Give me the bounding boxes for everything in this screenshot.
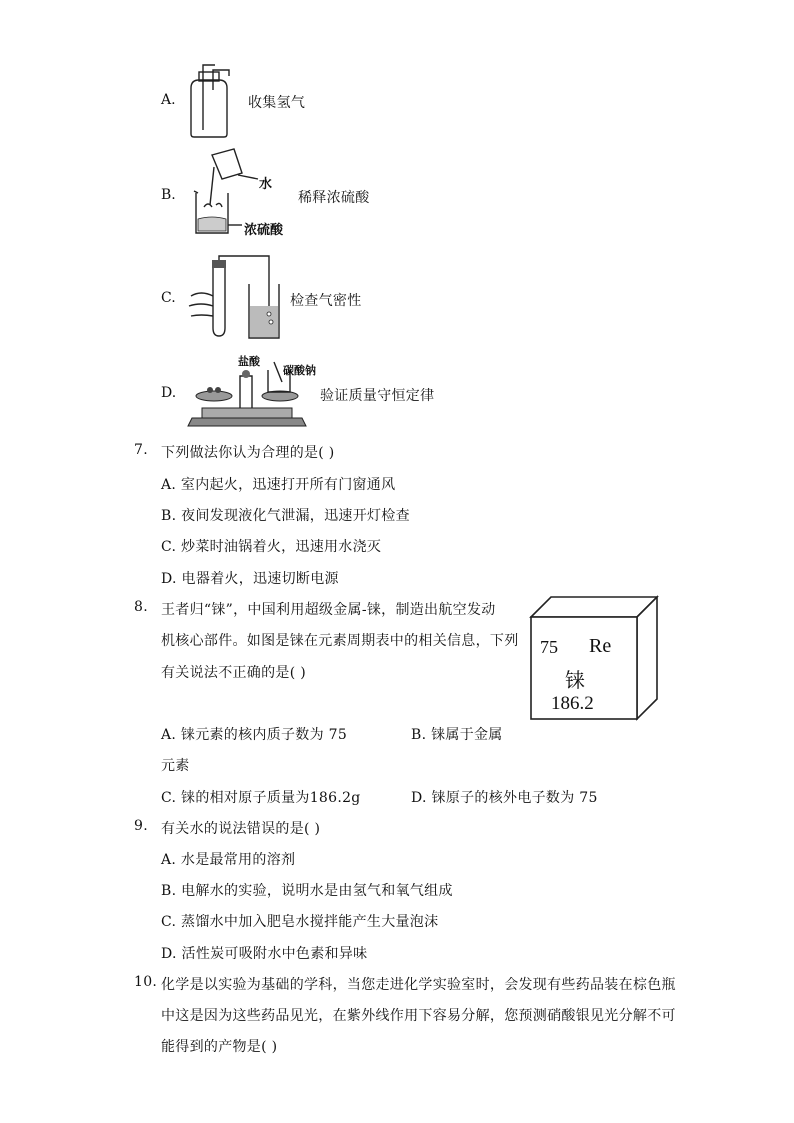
na2co3-label: 碳酸钠 — [283, 364, 316, 377]
option-c: C. 铼的相对原子质量为186.2g — [161, 790, 361, 806]
water-label: 水 — [259, 177, 273, 192]
element-name: 铼 — [565, 668, 585, 692]
option-b: B. 夜间发现液化气泄漏，迅速开灯检查 — [161, 508, 410, 524]
question-stem-line: 有关说法不正确的是( ) — [161, 665, 306, 681]
option-b: B. 电解水的实验，说明水是由氢气和氧气组成 — [161, 883, 453, 899]
question-stem-line: 化学是以实验为基础的学科，当您走进化学实验室时，会发现有些药品装在棕色瓶 — [161, 977, 676, 993]
option-letter: D. — [161, 385, 177, 401]
question-stem: 有关水的说法错误的是( ) — [161, 821, 321, 837]
airtightness-check-image — [183, 256, 283, 342]
hcl-label: 盐酸 — [238, 355, 260, 368]
question-stem: 下列做法你认为合理的是( ) — [161, 445, 335, 461]
question-number: 7. — [134, 442, 148, 458]
atomic-number: 75 — [540, 637, 558, 657]
question-stem-line: 王者归“铼”，中国利用超级金属-铼，制造出航空发动 — [161, 602, 496, 618]
option-b-continued: 元素 — [161, 758, 190, 774]
acid-label: 浓硫酸 — [244, 223, 284, 238]
option-a: A. 水是最常用的溶剂 — [161, 852, 296, 868]
option-caption: 验证质量守恒定律 — [320, 388, 435, 404]
option-letter: C. — [161, 290, 176, 306]
atomic-mass: 186.2 — [551, 693, 594, 714]
element-box-frame — [527, 595, 661, 721]
option-letter: B. — [161, 187, 176, 203]
question-number: 10. — [134, 974, 158, 990]
option-a: A. 铼元素的核内质子数为 75 — [161, 727, 348, 743]
option-b: B. 铼属于金属 — [411, 727, 503, 743]
question-stem-line: 中这是因为这些药品见光，在紫外线作用下容易分解，您预测硝酸银见光分解不可 — [161, 1008, 676, 1024]
option-c: C. 炒菜时油锅着火，迅速用水浇灭 — [161, 539, 382, 555]
option-d: D. 电器着火，迅速切断电源 — [161, 571, 339, 587]
question-number: 8. — [134, 599, 148, 615]
option-caption: 收集氢气 — [248, 95, 306, 111]
option-d: D. 铼原子的核外电子数为 75 — [411, 790, 598, 806]
option-a: A. 室内起火，迅速打开所有门窗通风 — [161, 477, 396, 493]
option-caption: 稀释浓硫酸 — [298, 190, 370, 206]
question-stem-line: 机核心部件。如图是铼在元素周期表中的相关信息，下列 — [161, 633, 519, 649]
question-stem-line: 能得到的产物是( ) — [161, 1039, 278, 1055]
option-c: C. 蒸馏水中加入肥皂水搅拌能产生大量泡沫 — [161, 914, 439, 930]
question-number: 9. — [134, 818, 148, 834]
option-letter: A. — [161, 92, 176, 108]
gas-collection-bottle-image — [185, 62, 235, 140]
option-caption: 检查气密性 — [290, 293, 362, 309]
option-d: D. 活性炭可吸附水中色素和异味 — [161, 946, 368, 962]
element-symbol: Re — [589, 635, 612, 657]
